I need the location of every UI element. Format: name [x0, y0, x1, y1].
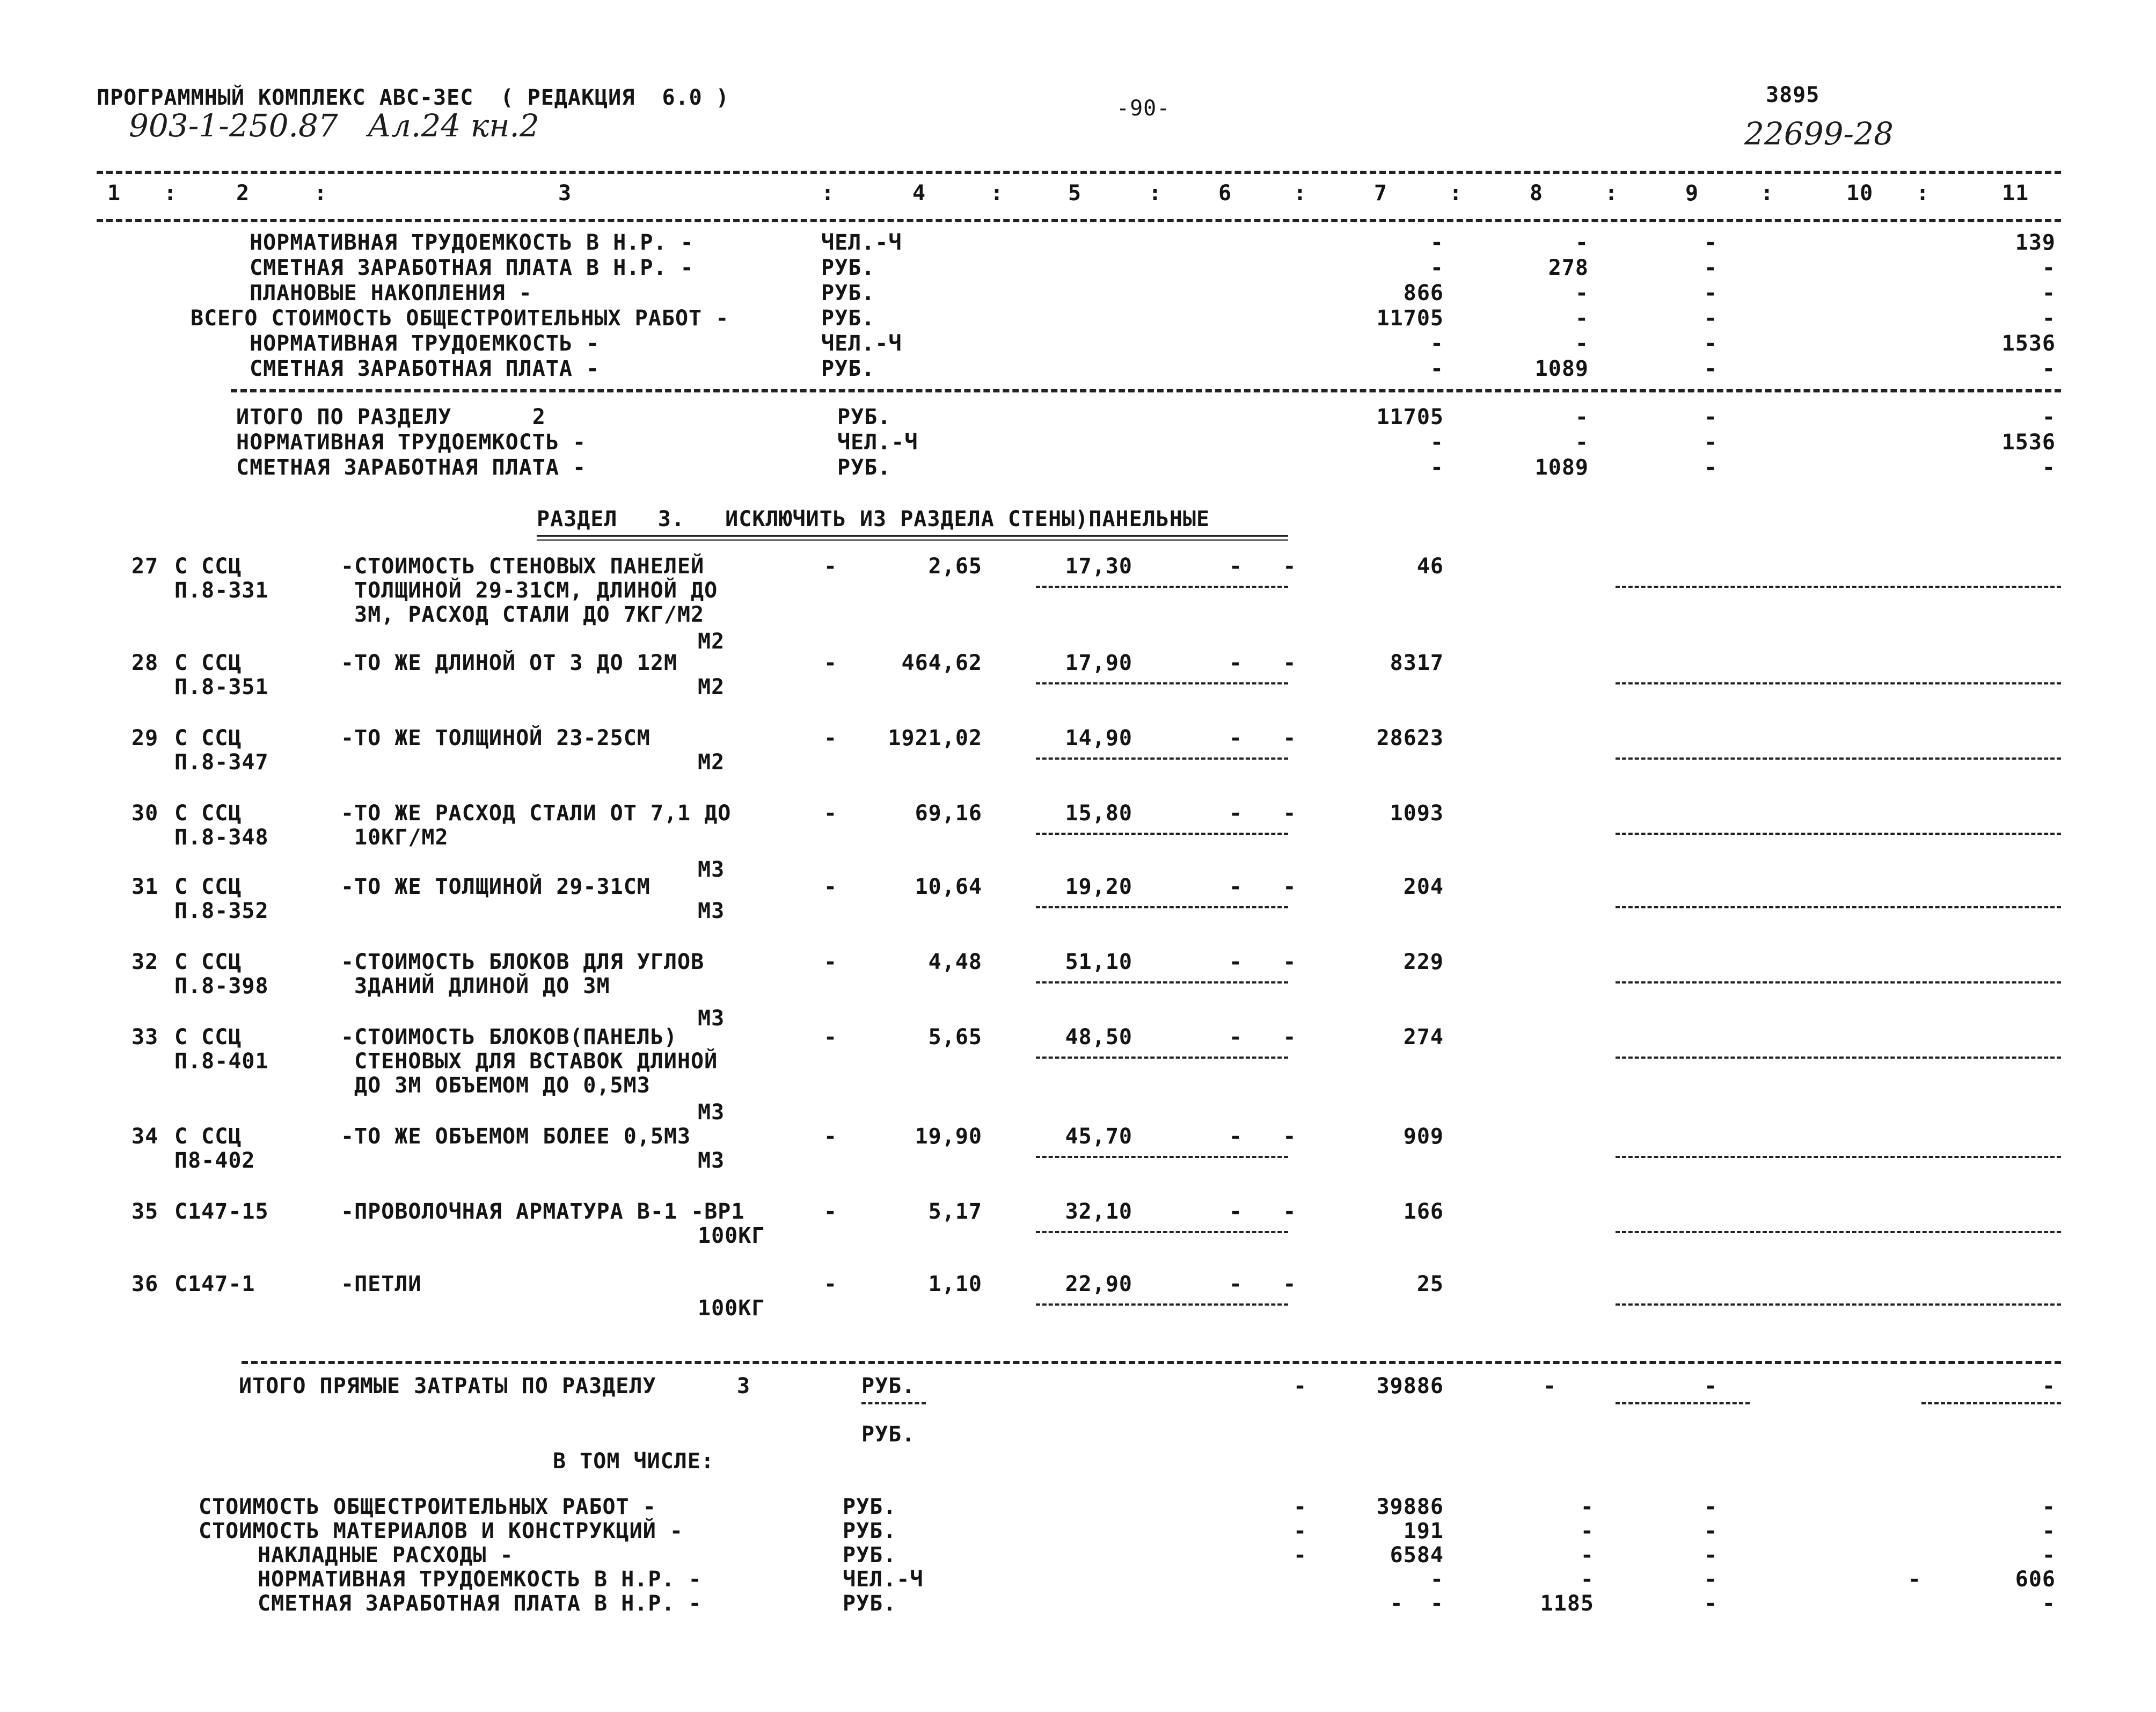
item-number: 34 [131, 1124, 159, 1149]
column-8-value: 1089 [1534, 356, 1589, 381]
item-total: 25 [1416, 1272, 1444, 1296]
column-6-value: - - [1229, 875, 1297, 899]
column-6-value: - - [1229, 950, 1297, 974]
column-header-3: 3 [558, 181, 572, 206]
item-unit: 100КГ [698, 1296, 765, 1321]
item-number: 33 [131, 1025, 159, 1050]
price-subtotal-rule [1036, 1057, 1288, 1059]
item-unit-price: 15,80 [1065, 801, 1132, 826]
item-unit-price: 19,20 [1065, 875, 1132, 899]
column-9-value: - [1704, 430, 1718, 455]
column-9-rule [1616, 1402, 1750, 1404]
item-number: 27 [131, 554, 159, 579]
item-description-line: ЗДАНИЙ ДЛИНОЙ ДО 3М [354, 974, 610, 999]
column-6-value: - [1293, 1495, 1307, 1519]
column-8-value: - [1575, 430, 1589, 455]
price-subtotal-rule [1036, 906, 1288, 908]
column-6-value: - [1293, 1519, 1307, 1543]
item-quantity: 19,90 [915, 1124, 982, 1149]
unit-label: РУБ. [843, 1543, 897, 1568]
column-8-value: - [1580, 1567, 1594, 1592]
item-code: С ССЦ [174, 726, 242, 751]
item-description-line: 10КГ/М2 [354, 825, 449, 850]
item-unit-price: 51,10 [1065, 950, 1132, 974]
section2-rule [231, 389, 2061, 392]
item-quantity: 2,65 [928, 554, 982, 579]
column-9-value: - [1704, 281, 1718, 305]
column-4-value: - [824, 1199, 838, 1224]
item-quantity: 1,10 [928, 1272, 982, 1296]
unit-label: РУБ. [837, 405, 891, 429]
column-9-value: - [1704, 455, 1718, 480]
column-11-value: - [2042, 455, 2056, 480]
column-11-value: - [2042, 405, 2056, 429]
item-unit: 100КГ [698, 1223, 765, 1248]
column-11-value: 1536 [2001, 430, 2056, 455]
column-6-value: - - [1229, 1272, 1297, 1296]
column-header-11: 11 [2002, 181, 2029, 206]
column-header-9: 9 [1685, 181, 1699, 206]
handwritten-project-code: 903-1-250.87 Ал.24 кн.2 [129, 107, 539, 144]
item-unit: М2 [698, 629, 725, 654]
column-6-value: - - [1229, 1025, 1297, 1050]
item-description-line: -ПЕТЛИ [341, 1272, 422, 1296]
header-top-rule [97, 171, 2061, 174]
column-7-value: - [1430, 455, 1444, 480]
column-header-1: 1 [107, 181, 121, 206]
item-code: С ССЦ [174, 801, 242, 826]
price-subtotal-rule [1036, 586, 1288, 588]
item-code: С ССЦ [174, 651, 242, 675]
summary-label: НОРМАТИВНАЯ ТРУДОЕМКОСТЬ В Н.Р. - [250, 230, 694, 255]
item-code-reference: П.8-352 [174, 899, 269, 923]
column-6-value: - - [1229, 801, 1297, 826]
right-columns-rule [1616, 1303, 2061, 1306]
item-code-reference: П.8-401 [174, 1049, 269, 1074]
column-separator: : [1760, 181, 1774, 206]
item-total: 909 [1403, 1124, 1444, 1149]
item-unit-price: 22,90 [1065, 1272, 1132, 1296]
item-unit: М3 [698, 1006, 725, 1031]
program-header: ПРОГРАММНЫЙ КОМПЛЕКС АВС-3ЕС ( РЕДАКЦИЯ 6.0 ) [97, 85, 729, 110]
summary-label: СТОИМОСТЬ МАТЕРИАЛОВ И КОНСТРУКЦИЙ - [199, 1519, 683, 1543]
direct-costs-rule [242, 1361, 2061, 1364]
column-9-value: - [1704, 1519, 1718, 1543]
unit-label: РУБ. [861, 1374, 916, 1398]
column-6-value: - [1293, 1543, 1307, 1568]
item-total: 46 [1416, 554, 1444, 579]
right-columns-rule [1616, 981, 2061, 984]
unit-label: РУБ. [821, 306, 875, 331]
column-8-value: - [1580, 1543, 1594, 1568]
item-total: 229 [1403, 950, 1444, 974]
right-columns-rule [1616, 833, 2061, 835]
item-quantity: 464,62 [901, 651, 982, 675]
column-separator: : [164, 181, 178, 206]
column-6-value: - [1293, 1374, 1307, 1398]
item-description-line: ТОЛЩИНОЙ 29-31СМ, ДЛИНОЙ ДО [354, 578, 718, 603]
column-8-value: - [1543, 1374, 1556, 1398]
item-number: 30 [131, 801, 159, 826]
summary-label: СМЕТНАЯ ЗАРАБОТНАЯ ПЛАТА В Н.Р. - [250, 256, 694, 280]
column-8-value: 278 [1548, 256, 1589, 280]
summary-label: СМЕТНАЯ ЗАРАБОТНАЯ ПЛАТА - [250, 356, 600, 381]
column-4-value: - [824, 875, 838, 899]
section3-title: РАЗДЕЛ 3. ИСКЛЮЧИТЬ ИЗ РАЗДЕЛА СТЕНЫ)ПАНЕЛЬНЫЕ [537, 507, 1210, 531]
price-subtotal-rule [1036, 1156, 1288, 1158]
column-9-value: - [1704, 230, 1718, 255]
item-description-line: -ТО ЖЕ РАСХОД СТАЛИ ОТ 7,1 ДО [341, 801, 732, 826]
header-bottom-rule [97, 219, 2061, 222]
unit-label: РУБ. [861, 1422, 916, 1447]
unit-label: РУБ. [837, 455, 891, 480]
column-7-value: - [1430, 230, 1444, 255]
column-7-value: - [1430, 356, 1444, 381]
column-7-value: - [1430, 430, 1444, 455]
summary-label: НАКЛАДНЫЕ РАСХОДЫ - [258, 1543, 514, 1568]
column-9-value: - [1704, 356, 1718, 381]
unit-label: РУБ. [821, 256, 875, 280]
item-unit: М2 [698, 675, 725, 700]
unit-label: РУБ. [821, 356, 875, 381]
column-7-value: 866 [1403, 281, 1444, 305]
right-columns-rule [1616, 682, 2061, 684]
column-11-value: 1536 [2001, 331, 2056, 356]
right-columns-rule [1616, 586, 2061, 588]
item-number: 28 [131, 651, 159, 675]
item-code-reference: П8-402 [174, 1148, 255, 1173]
item-unit-price: 17,90 [1065, 651, 1132, 675]
right-columns-rule [1616, 906, 2061, 908]
column-11-value: - [2042, 306, 2056, 331]
column-header-7: 7 [1374, 181, 1388, 206]
column-8-value: - [1580, 1519, 1594, 1543]
column-7-value: 39886 [1376, 1495, 1444, 1519]
summary-label: СТОИМОСТЬ ОБЩЕСТРОИТЕЛЬНЫХ РАБОТ - [199, 1495, 656, 1519]
column-7-value: 6584 [1390, 1543, 1444, 1568]
item-code-reference: П.8-398 [174, 974, 269, 999]
unit-label: ЧЕЛ.-Ч [843, 1567, 924, 1592]
column-7-value: 11705 [1376, 405, 1444, 429]
item-quantity: 5,65 [928, 1025, 982, 1050]
item-unit-price: 45,70 [1065, 1124, 1132, 1149]
item-quantity: 69,16 [915, 801, 982, 826]
column-7-value: 11705 [1376, 306, 1444, 331]
column-9-value: - [1704, 1543, 1718, 1568]
item-unit: М2 [698, 750, 725, 775]
unit-label: ЧЕЛ.-Ч [821, 230, 902, 255]
column-11-value: 606 [2015, 1567, 2056, 1592]
item-unit: М3 [698, 899, 725, 923]
column-8-value: - [1575, 281, 1589, 305]
right-columns-rule [1616, 1057, 2061, 1059]
section3-title-underline [537, 535, 1288, 541]
column-6-value: - - [1229, 1199, 1297, 1224]
column-4-value: - [824, 1272, 838, 1296]
summary-label: НОРМАТИВНАЯ ТРУДОЕМКОСТЬ В Н.Р. - [258, 1567, 702, 1592]
column-header-5: 5 [1068, 181, 1082, 206]
price-subtotal-rule [1036, 757, 1288, 760]
item-code: С ССЦ [174, 1124, 242, 1149]
item-description-line: -ТО ЖЕ ТОЛЩИНОЙ 23-25СМ [341, 726, 651, 751]
item-quantity: 5,17 [928, 1199, 982, 1224]
column-4-value: - [824, 1025, 838, 1050]
item-description-line: -ТО ЖЕ ДЛИНОЙ ОТ 3 ДО 12М [341, 651, 678, 675]
price-subtotal-rule [1036, 981, 1288, 984]
column-header-2: 2 [236, 181, 250, 206]
item-code: С ССЦ [174, 1025, 242, 1050]
column-9-value: - [1704, 306, 1718, 331]
column-9-value: - [1704, 256, 1718, 280]
handwritten-sheet-code: 22699-28 [1744, 115, 1894, 152]
column-7-value: - [1430, 1567, 1444, 1592]
column-8-value: - [1575, 405, 1589, 429]
column-separator: : [821, 181, 835, 206]
item-number: 31 [131, 875, 159, 899]
unit-label: ЧЕЛ.-Ч [837, 430, 918, 455]
item-number: 32 [131, 950, 159, 974]
column-4-value: - [824, 1124, 838, 1149]
column-separator: : [314, 181, 328, 206]
item-unit: М3 [698, 1100, 725, 1125]
column-11-value: - [2042, 1519, 2056, 1543]
column-8-value: 1185 [1540, 1591, 1594, 1616]
column-11-value: - [2042, 1374, 2056, 1398]
column-separator: : [990, 181, 1004, 206]
item-code-reference: П.8-351 [174, 675, 269, 700]
price-subtotal-rule [1036, 833, 1288, 835]
item-unit-price: 14,90 [1065, 726, 1132, 751]
item-number: 36 [131, 1272, 159, 1296]
column-6-value: - - [1229, 554, 1297, 579]
column-header-4: 4 [912, 181, 926, 206]
column-4-value: - [824, 950, 838, 974]
unit-label: ЧЕЛ.-Ч [821, 331, 902, 356]
column-separator: : [1605, 181, 1619, 206]
summary-label: НОРМАТИВНАЯ ТРУДОЕМКОСТЬ - [250, 331, 600, 356]
column-9-value: - [1704, 405, 1718, 429]
right-columns-rule [1616, 1156, 2061, 1158]
column-separator: : [1916, 181, 1930, 206]
column-separator: : [1149, 181, 1163, 206]
column-7-value: - [1430, 256, 1444, 280]
price-subtotal-rule [1036, 1231, 1288, 1233]
column-4-value: - [824, 651, 838, 675]
item-unit: М3 [698, 1148, 725, 1173]
column-9-value: - [1704, 1374, 1718, 1398]
item-unit: М3 [698, 857, 725, 882]
column-6-value: - - [1229, 726, 1297, 751]
item-number: 29 [131, 726, 159, 751]
page-number: -90- [1116, 96, 1171, 121]
column-7-value: 39886 [1376, 1374, 1444, 1398]
column-9-value: - [1704, 331, 1718, 356]
item-description-line: 3М, РАСХОД СТАЛИ ДО 7КГ/М2 [354, 602, 705, 627]
item-description-line: ДО 3М ОБЪЕМОМ ДО 0,5М3 [354, 1073, 651, 1098]
column-7-value: - [1430, 331, 1444, 356]
item-code: С147-15 [174, 1199, 269, 1224]
unit-rule [861, 1402, 926, 1404]
right-columns-rule [1616, 757, 2061, 760]
column-11-value: - [2042, 281, 2056, 305]
summary-label: СМЕТНАЯ ЗАРАБОТНАЯ ПЛАТА В Н.Р. - [258, 1591, 702, 1616]
document-number: 3895 [1766, 83, 1820, 107]
summary-label: ВСЕГО СТОИМОСТЬ ОБЩЕСТРОИТЕЛЬНЫХ РАБОТ - [191, 306, 729, 331]
item-quantity: 10,64 [915, 875, 982, 899]
item-description-line: -СТОИМОСТЬ БЛОКОВ ДЛЯ УГЛОВ [341, 950, 705, 974]
right-columns-rule [1616, 1231, 2061, 1233]
item-number: 35 [131, 1199, 159, 1224]
column-8-value: - [1575, 331, 1589, 356]
column-header-10: 10 [1846, 181, 1874, 206]
item-unit-price: 17,30 [1065, 554, 1132, 579]
column-9-value: - [1704, 1591, 1718, 1616]
column-9-value: - [1704, 1495, 1718, 1519]
item-code: С ССЦ [174, 875, 242, 899]
item-description-line: -СТОИМОСТЬ БЛОКОВ(ПАНЕЛЬ) [341, 1025, 678, 1050]
column-8-value: 1089 [1534, 455, 1589, 480]
column-separator: : [1293, 181, 1307, 206]
column-11-value: - [2042, 1495, 2056, 1519]
unit-label: РУБ. [843, 1519, 897, 1543]
column-8-value: - [1575, 230, 1589, 255]
column-11-value: - [2042, 1591, 2056, 1616]
item-total: 28623 [1376, 726, 1444, 751]
column-11-value: - [2042, 356, 2056, 381]
column-11-value: 139 [2015, 230, 2056, 255]
item-description-line: -ПРОВОЛОЧНАЯ АРМАТУРА В-1 -ВР1 [341, 1199, 745, 1224]
item-description-line: СТЕНОВЫХ ДЛЯ ВСТАВОК ДЛИНОЙ [354, 1049, 718, 1074]
item-unit-price: 48,50 [1065, 1025, 1132, 1050]
item-total: 1093 [1390, 801, 1444, 826]
column-7-value: - - [1390, 1591, 1444, 1616]
section-total-label: СМЕТНАЯ ЗАРАБОТНАЯ ПЛАТА - [236, 455, 587, 480]
item-code: С ССЦ [174, 554, 242, 579]
in-that-number-label: В ТОМ ЧИСЛЕ: [553, 1449, 714, 1474]
column-header-8: 8 [1530, 181, 1544, 206]
column-8-value: - [1580, 1495, 1594, 1519]
summary-label: ПЛАНОВЫЕ НАКОПЛЕНИЯ - [250, 281, 532, 305]
item-total: 166 [1403, 1199, 1444, 1224]
item-quantity: 1921,02 [888, 726, 982, 751]
column-4-value: - [824, 554, 838, 579]
item-description-line: -СТОИМОСТЬ СТЕНОВЫХ ПАНЕЛЕЙ [341, 554, 705, 579]
item-code-reference: П.8-347 [174, 750, 269, 775]
price-subtotal-rule [1036, 1303, 1288, 1306]
column-8-value: - [1575, 306, 1589, 331]
item-description-line: -ТО ЖЕ ОБЪЕМОМ БОЛЕЕ 0,5М3 [341, 1124, 691, 1149]
unit-label: РУБ. [843, 1495, 897, 1519]
item-quantity: 4,48 [928, 950, 982, 974]
item-code-reference: П.8-348 [174, 825, 269, 850]
item-description-line: -ТО ЖЕ ТОЛЩИНОЙ 29-31СМ [341, 875, 651, 899]
column-4-value: - [824, 726, 838, 751]
item-unit-price: 32,10 [1065, 1199, 1132, 1224]
item-total: 204 [1403, 875, 1444, 899]
column-11-value: - [2042, 1543, 2056, 1568]
section-total-label: НОРМАТИВНАЯ ТРУДОЕМКОСТЬ - [236, 430, 587, 455]
item-code-reference: П.8-331 [174, 578, 269, 603]
column-6-value: - - [1229, 1124, 1297, 1149]
column-6-value: - - [1229, 651, 1297, 675]
section-total-label: ИТОГО ПО РАЗДЕЛУ 2 [236, 405, 546, 429]
price-subtotal-rule [1036, 682, 1288, 684]
item-total: 8317 [1390, 651, 1444, 675]
column-9-value: - [1704, 1567, 1718, 1592]
column-11-rule [1921, 1402, 2061, 1404]
column-11-value: - [2042, 256, 2056, 280]
column-7-value: 191 [1403, 1519, 1444, 1543]
column-separator: : [1449, 181, 1463, 206]
item-code: С ССЦ [174, 950, 242, 974]
item-code: С147-1 [174, 1272, 255, 1296]
unit-label: РУБ. [843, 1591, 897, 1616]
item-total: 274 [1403, 1025, 1444, 1050]
column-header-6: 6 [1218, 181, 1232, 206]
direct-costs-label: ИТОГО ПРЯМЫЕ ЗАТРАТЫ ПО РАЗДЕЛУ 3 [239, 1374, 751, 1398]
column-10-value: - [1907, 1567, 1921, 1592]
column-4-value: - [824, 801, 838, 826]
unit-label: РУБ. [821, 281, 875, 305]
